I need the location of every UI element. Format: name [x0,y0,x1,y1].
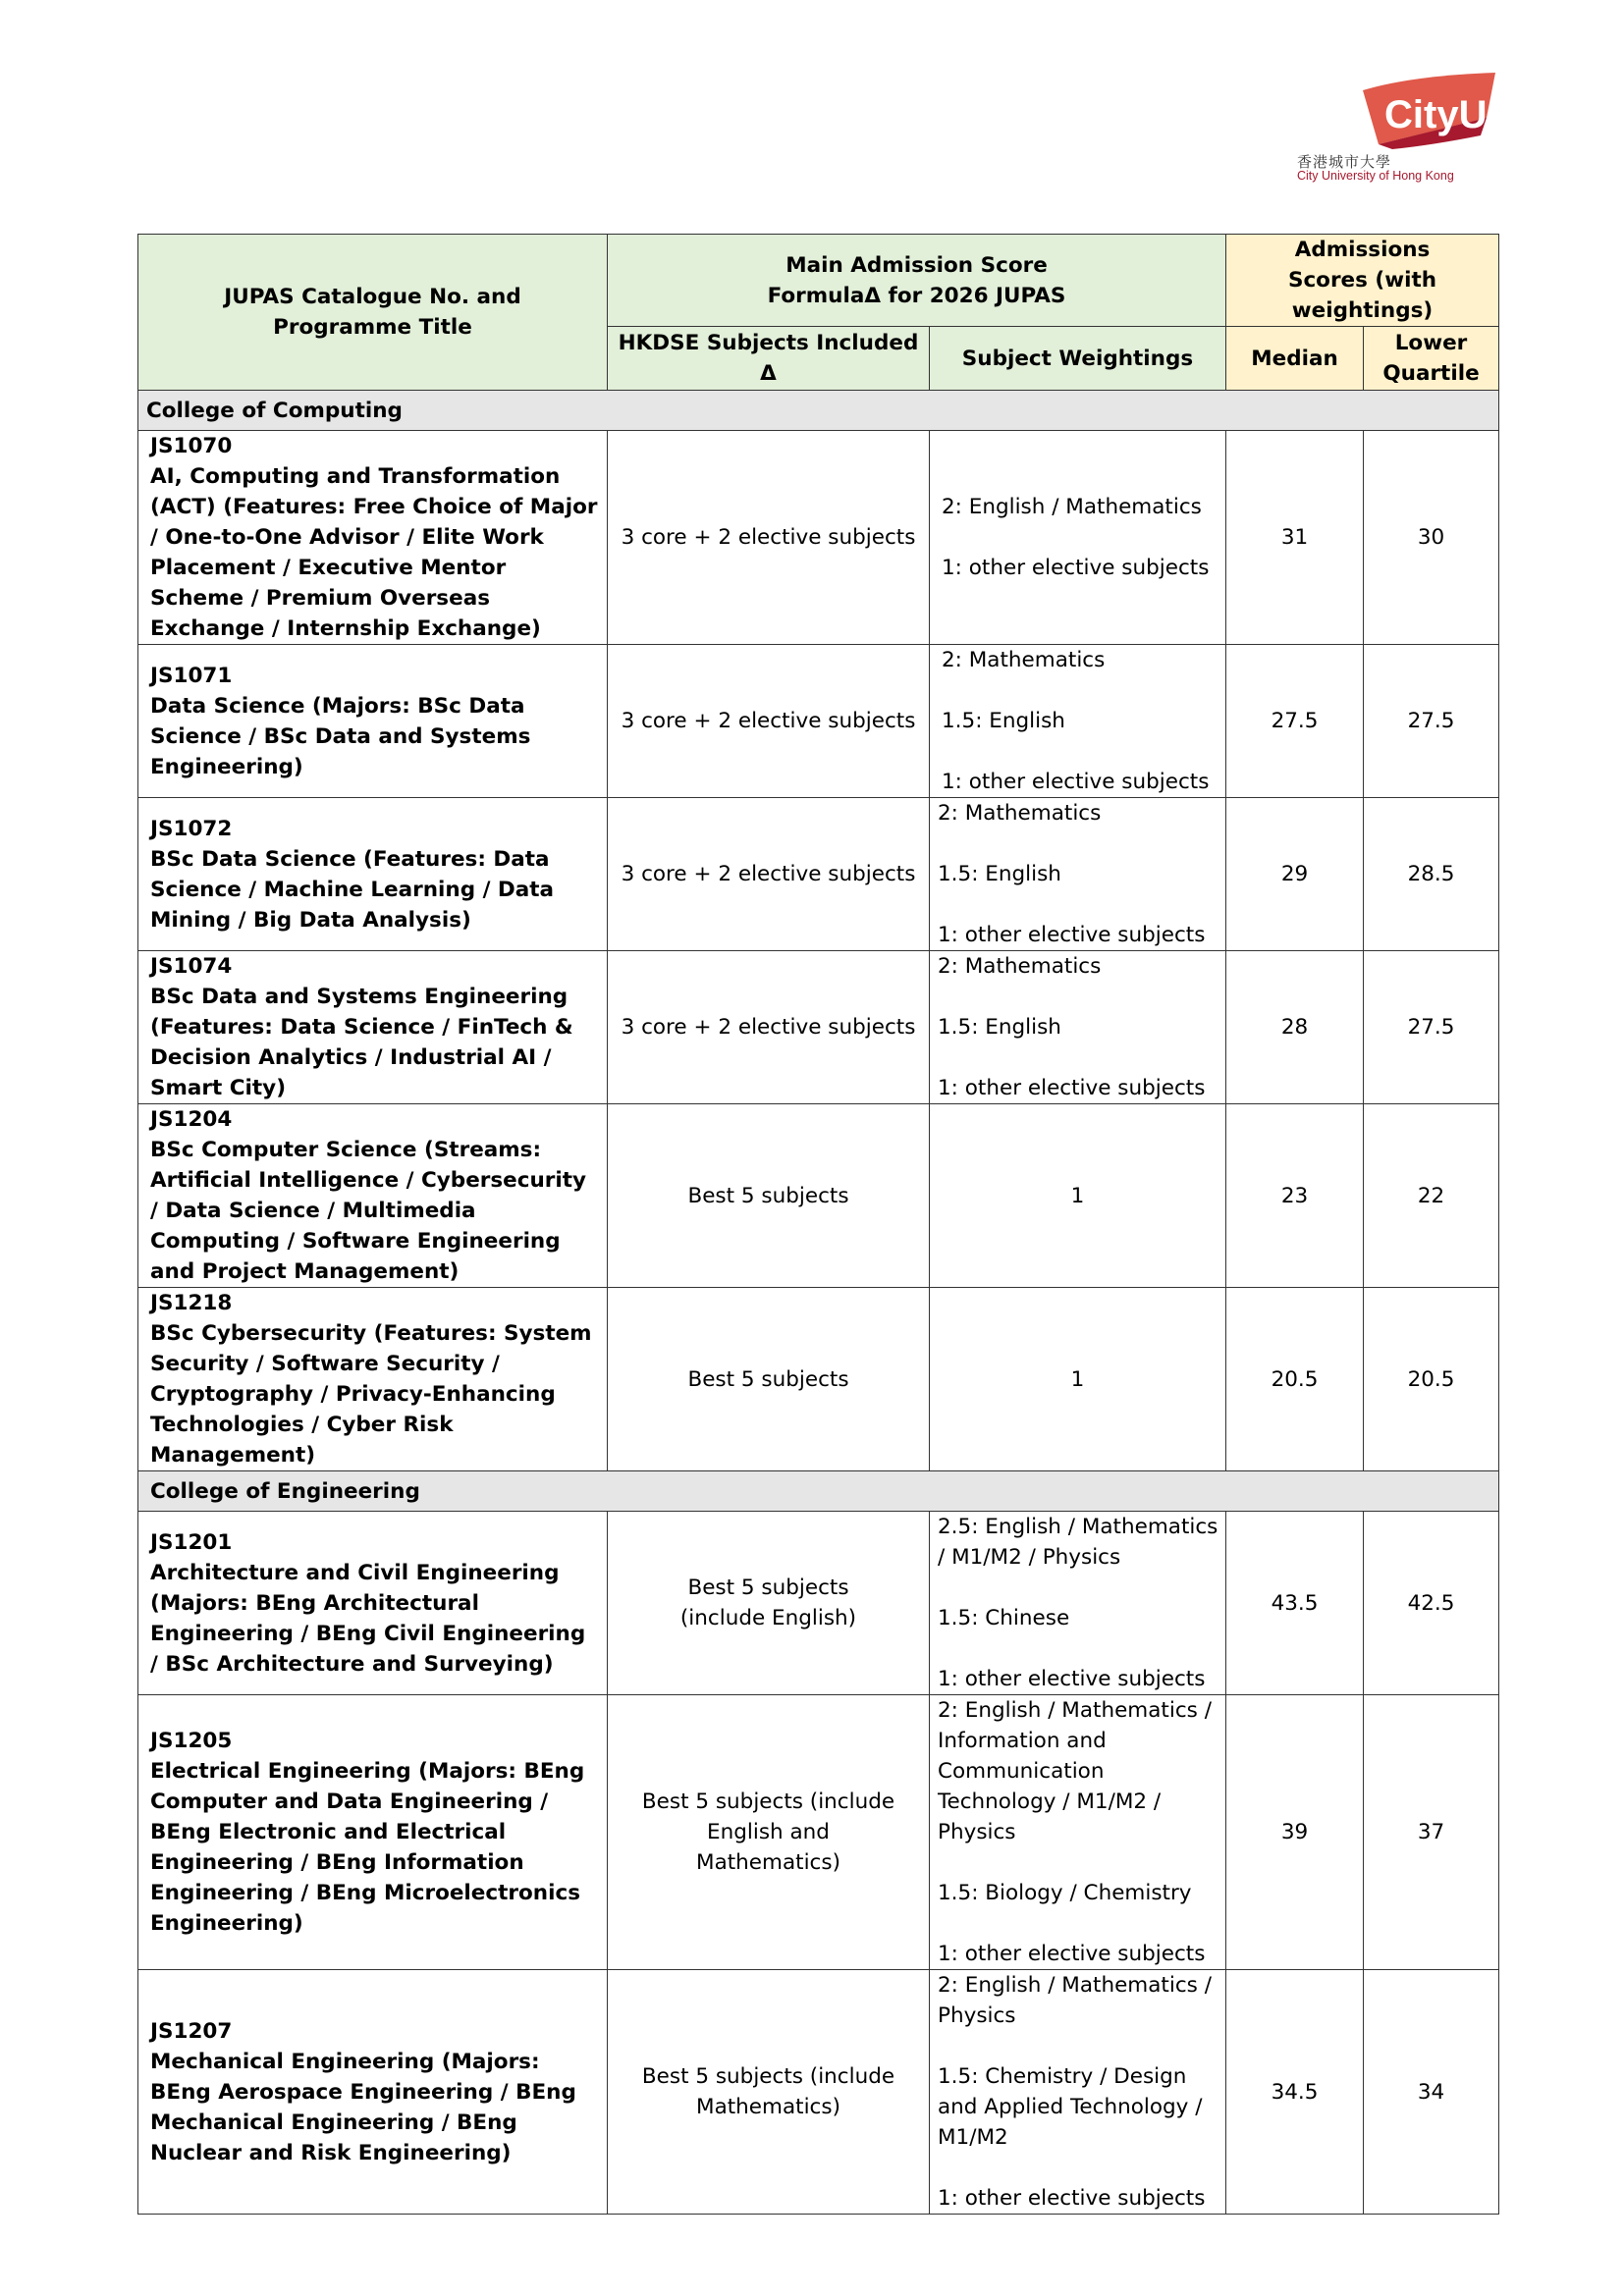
section-row [138,1471,1499,1512]
header-formula-group: Main Admission Score FormulaΔ for 2026 JUPAS [608,235,1226,327]
median-cell: 20.5 [1226,1288,1364,1471]
weighting-line: 1: other elective subjects [938,1076,1206,1100]
section-title: College of Engineering [138,1471,1499,1512]
lower-quartile-cell: 42.5 [1364,1512,1499,1695]
lower-quartile-cell: 37 [1364,1695,1499,1970]
programme-title: Electrical Engineering (Majors: BEng Computer and Data Engineering / BEng Electronic and Electrical Engineering / BEng Information Engineering / BEng Microelectronics Engineering) [150,1759,585,1936]
subjects-cell: 3 core + 2 elective subjects [608,951,930,1104]
subjects-cell: Best 5 subjects [608,1288,930,1471]
median-cell: 27.5 [1226,645,1364,798]
weighting-line: 1.5: Biology / Chemistry [938,1881,1192,1905]
weighting-line: 1.5: English [938,862,1061,886]
programme-code: JS1074 [150,954,233,979]
programme-code: JS1201 [150,1529,233,1555]
median-cell: 34.5 [1226,1970,1364,2215]
subjects-cell: 3 core + 2 elective subjects [608,431,930,645]
median-cell: 29 [1226,798,1364,951]
weighting-line: 1.5: Chemistry / Design and Applied Technology / M1/M2 [938,2064,1203,2150]
header-lower-quartile: Lower Quartile [1364,327,1499,391]
lower-quartile-cell: 27.5 [1364,645,1499,798]
programme-code: JS1204 [150,1107,233,1132]
programme-code: JS1070 [150,434,233,458]
programme-cell [138,951,608,1104]
programme-title: BSc Data Science (Features: Data Science / Machine Learning / Data Mining / Big Data Analysis) [150,846,555,933]
weighting-line: 1: other elective subjects [942,556,1210,580]
weightings-cell [930,951,1226,1104]
weighting-line: 2: Mathematics [938,954,1102,979]
weighting-line: 2: Mathematics [938,801,1102,826]
table-row [138,1970,1499,2215]
median-cell: 23 [1226,1104,1364,1288]
programme-cell [138,1512,608,1695]
weighting-line: 1: other elective subjects [938,1942,1206,1966]
weighting-line: 2: Mathematics [942,648,1106,672]
header-subjects: HKDSE Subjects Included Δ [608,327,930,391]
median-cell: 43.5 [1226,1512,1364,1695]
weightings-cell [930,431,1226,645]
weighting-line: 1 [1070,1183,1085,1208]
programme-cell [138,798,608,951]
table-row [138,1512,1499,1695]
header-median: Median [1226,327,1364,391]
programme-title: Architecture and Civil Engineering (Majors: BEng Architectural Engineering / BEng Civil Engineering / BSc Architecture and Surveying) [150,1560,586,1677]
section-row [138,391,1499,431]
lower-quartile-cell: 28.5 [1364,798,1499,951]
table-row [138,1695,1499,1970]
subjects-cell: Best 5 subjects (include English) [608,1512,930,1695]
weighting-line: 2: English / Mathematics / Information and Communication Technology / M1/M2 / Physics [938,1698,1212,1844]
weighting-line: 1 [1070,1366,1085,1392]
subjects-cell: 3 core + 2 elective subjects [608,645,930,798]
logo-chinese-name: 香港城市大學 [1297,153,1392,171]
lower-quartile-cell: 22 [1364,1104,1499,1288]
header-weightings: Subject Weightings [930,327,1226,391]
programme-cell [138,645,608,798]
section-title: College of Computing [138,391,1499,431]
weightings-cell [930,1288,1226,1471]
programme-cell [138,431,608,645]
weightings-cell [930,1695,1226,1970]
programme-code: JS1071 [150,663,233,688]
weightings-cell [930,1104,1226,1288]
subjects-cell: Best 5 subjects (include Mathematics) [608,1970,930,2215]
weighting-line: 2: English / Mathematics / Physics [938,1973,1212,2028]
programme-title: Mechanical Engineering (Majors: BEng Aerospace Engineering / BEng Mechanical Engineering / BEng Nuclear and Risk Engineering) [150,2049,576,2165]
programme-code: JS1205 [150,1729,233,1753]
programme-title: BSc Cybersecurity (Features: System Security / Software Security / Cryptography / Privacy-Enhancing Technologies / Cyber Risk Management) [150,1321,592,1468]
lower-quartile-cell: 27.5 [1364,951,1499,1104]
lower-quartile-cell: 34 [1364,1970,1499,2215]
table-row [138,645,1499,798]
programme-title: AI, Computing and Transformation (ACT) (Features: Free Choice of Major / One-to-One Advisor / Elite Work Placement / Executive Mentor Scheme / Premium Overseas Exchange / Internship Exchange) [150,464,598,641]
lower-quartile-cell: 30 [1364,431,1499,645]
median-cell: 31 [1226,431,1364,645]
lower-quartile-cell: 20.5 [1364,1288,1499,1471]
programme-title: Data Science (Majors: BSc Data Science / BSc Data and Systems Engineering) [150,693,531,779]
programme-title: BSc Computer Science (Streams: Artificial Intelligence / Cybersecurity / Data Science / Multimedia Computing / Software Engineering and Project Management) [150,1138,587,1284]
programme-cell [138,1970,608,2215]
header-scores-group: Admissions Scores (with weightings) [1226,235,1499,327]
logo-english-name: City University of Hong Kong [1297,169,1454,183]
weightings-cell [930,1512,1226,1695]
table-row [138,1104,1499,1288]
weighting-line: 1: other elective subjects [938,2186,1206,2211]
weightings-cell [930,1970,1226,2215]
weighting-line: 1: other elective subjects [938,923,1206,947]
admission-scores-table [137,234,1499,2215]
median-cell: 39 [1226,1695,1364,1970]
weighting-line: 2: English / Mathematics [942,495,1202,519]
weighting-line: 1: other elective subjects [942,770,1210,794]
table-row [138,1288,1499,1471]
weightings-cell [930,798,1226,951]
header-programme: JUPAS Catalogue No. and Programme Title [138,235,608,391]
weighting-line: 2.5: English / Mathematics / M1/M2 / Physics [938,1515,1218,1570]
programme-cell [138,1104,608,1288]
subjects-cell: Best 5 subjects (include English and Mathematics) [608,1695,930,1970]
weighting-line: 1.5: English [938,1015,1061,1040]
weighting-line: 1.5: Chinese [938,1606,1070,1630]
programme-cell [138,1695,608,1970]
subjects-cell: 3 core + 2 elective subjects [608,798,930,951]
weighting-line: 1: other elective subjects [938,1667,1206,1691]
median-cell: 28 [1226,951,1364,1104]
weightings-cell [930,645,1226,798]
cityu-logo-mark [1294,71,1500,149]
table-row [138,951,1499,1104]
table-row [138,431,1499,645]
table-row [138,798,1499,951]
programme-code: JS1207 [150,2018,233,2044]
programme-code: JS1072 [150,816,233,841]
programme-title: BSc Data and Systems Engineering (Features: Data Science / FinTech & Decision Analytics / Industrial AI / Smart City) [150,985,573,1100]
weighting-line: 1.5: English [942,709,1065,733]
cityu-logo [1294,71,1500,188]
subjects-cell: Best 5 subjects [608,1104,930,1288]
programme-code: JS1218 [150,1291,233,1315]
logo-brand-text: CityU [1384,93,1488,136]
programme-cell [138,1288,608,1471]
